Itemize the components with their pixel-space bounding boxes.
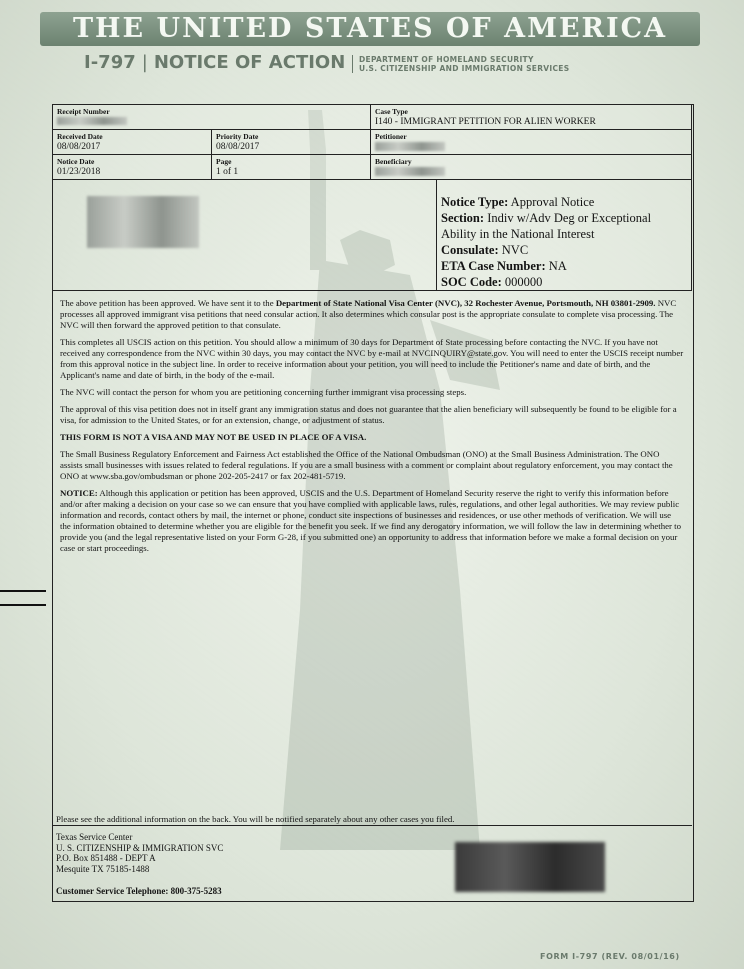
notice-date-value: 01/23/2018 bbox=[57, 167, 101, 177]
consulate-label: Consulate: bbox=[441, 243, 499, 257]
mailing-address-cell bbox=[52, 179, 437, 291]
notice-type-details bbox=[441, 194, 651, 290]
body-paragraph-7 bbox=[60, 488, 684, 554]
section-label: Section: bbox=[441, 211, 485, 225]
petitioner-label: Petitioner bbox=[375, 132, 407, 141]
petitioner-cell bbox=[370, 129, 692, 155]
form-title: I-797 | NOTICE OF ACTION bbox=[84, 52, 346, 73]
notice-type-label: Notice Type: bbox=[441, 195, 509, 209]
page-label: Page bbox=[216, 157, 232, 166]
form-title-number: I-797 bbox=[84, 52, 136, 73]
received-date-label: Received Date bbox=[57, 132, 103, 141]
notice-type-cell bbox=[436, 179, 692, 291]
dept-line-1: DEPARTMENT OF HOMELAND SECURITY bbox=[359, 55, 534, 64]
receipt-number-value bbox=[57, 117, 127, 128]
received-date-cell bbox=[52, 129, 212, 155]
body-paragraph-4: The approval of this visa petition does not in itself grant any immigration status and does not guarantee that the alien beneficiary will subsequently be found to be eligible for a visa, for admission to the United States, or for an extension, change, or adjustment of status. bbox=[60, 404, 677, 425]
notice-label: NOTICE: bbox=[60, 488, 98, 498]
customer-service-phone: Customer Service Telephone: 800-375-5283 bbox=[56, 886, 222, 896]
receipt-number-cell bbox=[52, 104, 371, 130]
soc-code-value: 000000 bbox=[504, 275, 543, 289]
notice-paragraph-text: Although this application or petition has been approved, USCIS and the U.S. Department of Homeland Security reserve the right to verify this information before and/or after making a decision on your case so we can ensure that you have complied with applicable laws, rules, regulations, and other legal authorities. We may review public information and records, contact others by mail, the internet or phone, conduct site inspections of businesses and residences, or use other methods of verification. We will use the information obtained to determine whether you are eligible for the benefit you seek. If we find any derogatory information, we will follow the law in determining whether to provide you (and the legal representative listed on your Form G-28, if you submitted one) an opportunity to address that information before we make a formal decision on your case or start proceedings. bbox=[60, 488, 681, 553]
receipt-number-label: Receipt Number bbox=[57, 107, 110, 116]
priority-date-cell bbox=[211, 129, 371, 155]
section-value-line-2: Ability in the National Interest bbox=[441, 227, 595, 241]
body-paragraph-6: The Small Business Regulatory Enforcement and Fairness Act established the Office of the National Ombudsman (ONO) at the Small Business Administration. The ONO assists small businesses with issues related to federal regulations. If you are a small business with a comment or complaint about regulatory enforcement, you may contact the ONO at www.sba.gov/ombudsman or phone 202-205-2417 or fax 202-481-5719. bbox=[60, 449, 673, 481]
consulate-value: NVC bbox=[501, 243, 529, 257]
page-value: 1 of 1 bbox=[216, 167, 239, 177]
address-line-1: Texas Service Center bbox=[56, 832, 133, 842]
notice-body bbox=[60, 298, 684, 560]
fold-mark-1 bbox=[0, 590, 46, 592]
beneficiary-cell bbox=[370, 154, 692, 180]
address-line-4: Mesquite TX 75185-1488 bbox=[56, 863, 150, 874]
address-line-2: U. S. CITIZENSHIP & IMMIGRATION SVC bbox=[56, 842, 224, 853]
form-number: FORM I-797 (REV. 08/01/16) bbox=[540, 952, 680, 961]
additional-info-note: Please see the additional information on the back. You will be notified separately about any other cases you filed. bbox=[56, 814, 455, 824]
priority-date-label: Priority Date bbox=[216, 132, 259, 141]
body-paragraph-2: This completes all USCIS action on this petition. You should allow a minimum of 30 days for Department of State processing before contacting the NVC. If you have not received any correspondence from the NVC within 30 days, you may contact the NVC by e-mail at NVCINQUIRY@state.gov. You will need to enter the USCIS receipt number from this approval notice in the subject line. In order to receive information about your petition, you will need to include the Petitioner's name and date of birth, and the Applicant's name and date of birth, in the body of the e-mail. bbox=[60, 337, 684, 380]
footer-divider bbox=[52, 825, 692, 826]
body-paragraph-3: The NVC will contact the person for whom you are petitioning concerning further immigrant visa processing steps. bbox=[60, 387, 467, 397]
soc-code-label: SOC Code: bbox=[441, 275, 502, 289]
fold-mark-2 bbox=[0, 604, 46, 606]
section-value: Indiv w/Adv Deg or Exceptional bbox=[487, 211, 652, 225]
case-type-value: I140 - IMMIGRANT PETITION FOR ALIEN WORKER bbox=[375, 117, 596, 127]
priority-date-value: 08/08/2017 bbox=[216, 142, 260, 152]
nvc-address: Department of State National Visa Center (NVC), 32 Rochester Avenue, Portsmouth, NH 03801-2909. bbox=[275, 298, 656, 308]
case-type-cell bbox=[370, 104, 692, 130]
body-paragraph-1 bbox=[60, 298, 684, 331]
header-banner: THE UNITED STATES OF AMERICA bbox=[40, 12, 700, 46]
notice-date-label: Notice Date bbox=[57, 157, 95, 166]
body-p1-a: The above petition has been approved. We have sent it to the bbox=[60, 298, 276, 308]
beneficiary-label: Beneficiary bbox=[375, 157, 412, 166]
not-a-visa-warning: THIS FORM IS NOT A VISA AND MAY NOT BE USED IN PLACE OF A VISA. bbox=[60, 432, 367, 442]
department-header bbox=[352, 55, 569, 73]
dept-line-2: U.S. CITIZENSHIP AND IMMIGRATION SERVICES bbox=[359, 64, 570, 73]
address-line-3: P.O. Box 851488 - DEPT A bbox=[56, 853, 156, 863]
notice-date-cell bbox=[52, 154, 212, 180]
petitioner-value bbox=[375, 142, 445, 154]
notice-type-value: Approval Notice bbox=[510, 195, 595, 209]
eta-case-value: NA bbox=[548, 259, 567, 273]
form-title-text: NOTICE OF ACTION bbox=[153, 52, 346, 73]
body-p1-c: NVC processes all approved immigrant visa petitions that need consular action. It also determines which consular post is the appropriate consulate to complete visa processing. The NVC will then forward the approved petition to that consulate. bbox=[60, 298, 677, 330]
redacted-barcode bbox=[455, 842, 605, 892]
eta-case-label: ETA Case Number: bbox=[441, 259, 546, 273]
page-cell bbox=[211, 154, 371, 180]
received-date-value: 08/08/2017 bbox=[57, 142, 101, 152]
beneficiary-value bbox=[375, 167, 445, 179]
redacted-address bbox=[87, 196, 199, 248]
service-center-address bbox=[56, 832, 223, 874]
case-type-label: Case Type bbox=[375, 107, 408, 116]
